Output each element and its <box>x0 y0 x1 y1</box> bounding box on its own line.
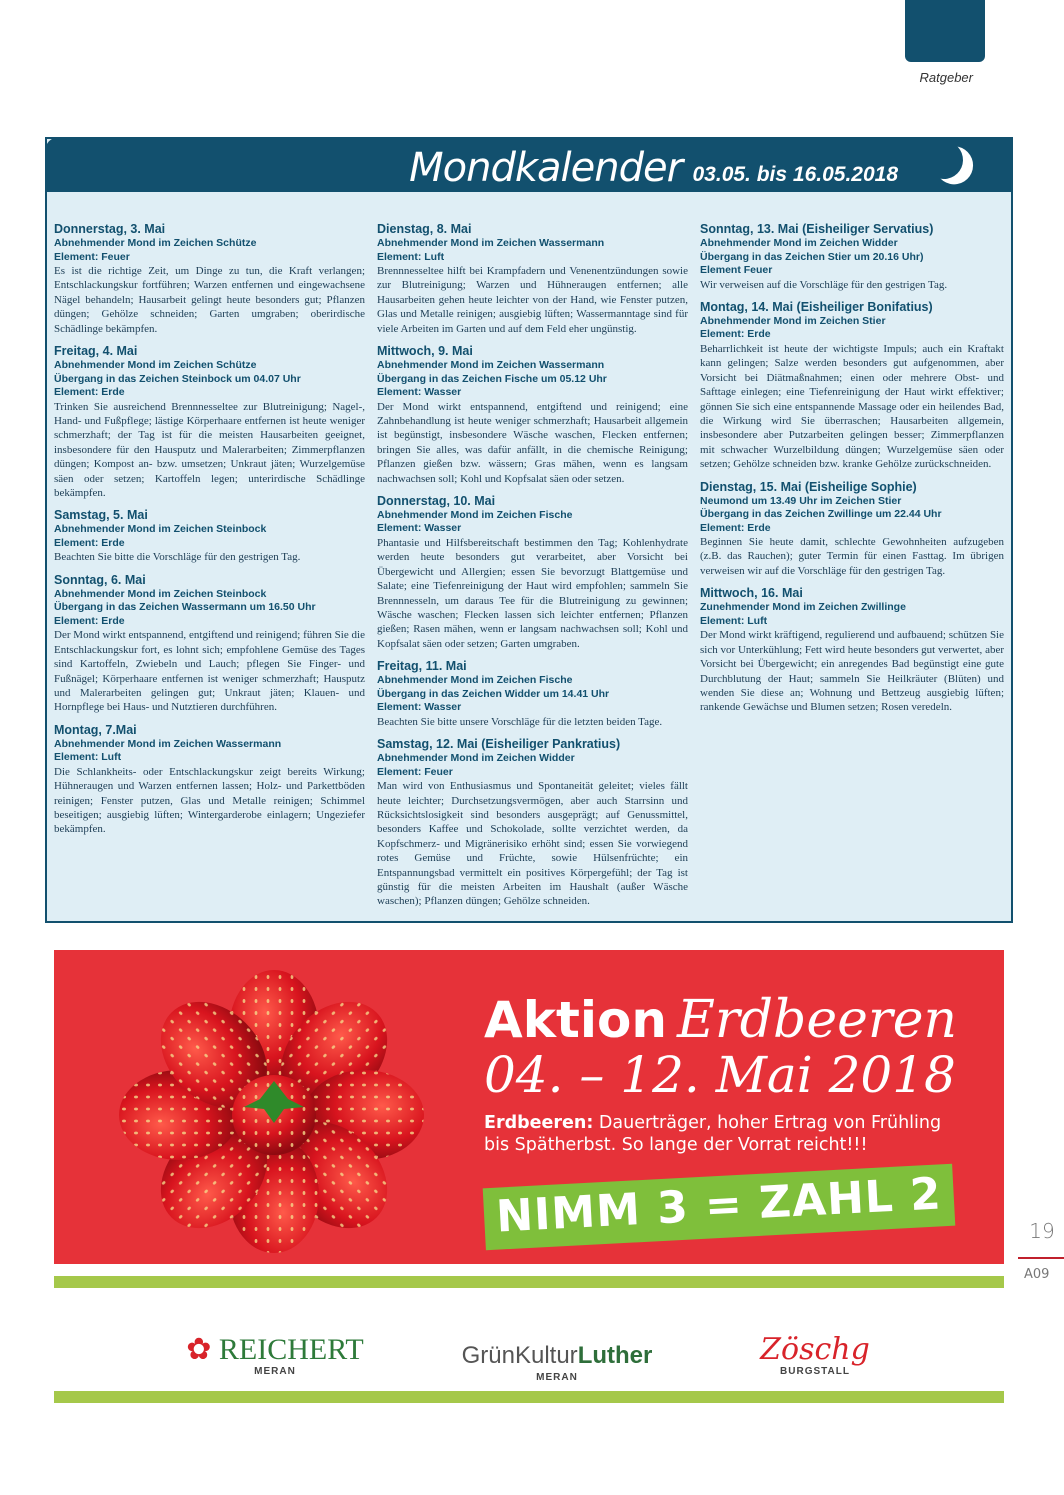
entry-info: Element: Erde <box>700 328 771 341</box>
entry-text: Der Mond wirkt entspannend, entgiftend und reinigend; führen Sie die Entschlackungskur fort, es lohnt sich; empfohlene Gemüse des Tages sind Kartoffeln, Zwiebeln und Lauch; pflegen Sie Finger- und Fußnägel; Körperhaare entfernen ist weniger schmerzhaft; Hausputz und Malerarbeiten gelingen gut; Unkraut jäten; Klauen- und Hornpflege bei Haus- und Nutztieren durchführen. <box>54 629 365 714</box>
entry-info: Abnehmender Mond im Zeichen Wassermann <box>377 359 605 372</box>
calendar-entry <box>377 222 688 336</box>
ad-title-word: Aktion <box>484 991 667 1049</box>
ad-title <box>484 990 957 1050</box>
calendar-date-range: 03.05. bis 16.05.2018 <box>692 163 898 186</box>
logo-luther-city: MERAN <box>536 1372 578 1383</box>
logo-luther-light: GrünKultur <box>461 1342 578 1369</box>
entry-text: Brennnesseltee hilft bei Krampfadern und Venenentzündungen sowie zur Blutreinigung; Warzen und Hühneraugen entfernen; alle Hausarbeiten gehen heute leichter von der Hand, wie Fenster putzen, Glas und Metalle reinigen; ausgiebig lüften; Wassermanntage sind für viele Arbeiten im Garten und auf dem Feld eher ungünstig. <box>377 265 688 335</box>
entry-info: Übergang in das Zeichen Wassermann um 16.50 Uhr <box>54 601 316 614</box>
entry-text: Beharrlichkeit ist heute der wichtigste Impuls; auch ein Kraftakt kann gelingen; Salze werden besonders gut aufgenommen, aber Vorsicht bei Diätmaßnahmen; einen oder mehrere Obst- und Safttage einlegen; eine Tiefenreinigung der Haut wirkt effektiver; gönnen Sie sich eine entspannende Massage oder ein heilendes Bad, die Wirkung wird Sie überraschen; Hausarbeiten allgemein, insbesondere aber Putzarbeiten gelingen besser; Zimmerpflanzen mit schwacher Wurzelbildung düngen; Wurzelgemüse säen oder setzen; Gehölze schneiden bzw. kranke Gehölze zurückschneiden. <box>700 342 1004 471</box>
logo-reichert-text: REICHERT <box>218 1333 364 1366</box>
entry-info: Übergang in das Zeichen Zwillinge um 22.44 Uhr <box>700 508 942 521</box>
calendar-entry <box>54 344 365 500</box>
calendar-entry <box>377 659 688 729</box>
entry-text: Die Schlankheits- oder Entschlackungskur zeigt bereits Wirkung; Hühneraugen und Warzen entfernen lassen; Holz- und Parkettböden reinigen; Fenster putzen, Glas und Metalle reinigen; Schimmel beseitigen; ausgiebig lüften; Wintergarderobe einlagern; Ungeziefer bekämpfen. <box>54 765 365 836</box>
logo-reichert-name <box>170 1334 380 1366</box>
entry-info: Übergang in das Zeichen Fische um 05.12 Uhr <box>377 372 607 385</box>
logo-luther-bold: Luther <box>577 1342 653 1369</box>
entry-day: Dienstag, 15. Mai (Eisheilige Sophie) <box>700 479 917 494</box>
calendar-columns <box>54 222 1004 917</box>
entry-info: Element: Luft <box>377 250 445 263</box>
strawberry-ad <box>54 950 1004 1264</box>
entry-info: Element: Wasser <box>377 701 462 714</box>
entry-info: Element Feuer <box>700 264 773 276</box>
entry-day: Donnerstag, 10. Mai <box>377 493 496 508</box>
entry-text: Man wird von Enthusiasmus und Spontaneität geleitet; vieles fällt heute leichter; Durchsetzungsvermögen, aber auch Starrsinn und Rücksichtslosigkeit sind besonders ausgeprägt; auf Genussmittel, besonders Kaffee und Schokolade, sollte verzichtet werden, da Kopfschmerz- und Migränerisiko erhöht sind; essen Sie vorwiegend rotes Gemüse und Früchte, sowie Hülsenfrüchte; ein Entspannungsbad vermittelt ein positives Körpergefühl; der Tag ist günstig für die meisten Arbeiten im Haushalt (außer Wäsche waschen); Pflanzen düngen; Gehölze schneiden. <box>377 780 688 908</box>
entry-info: Element: Luft <box>700 614 768 627</box>
calendar-entry <box>377 494 688 651</box>
ad-description <box>484 1112 954 1156</box>
entry-text: Beachten Sie bitte unsere Vorschläge für die letzten beiden Tage. <box>377 715 663 728</box>
logo-reichert <box>170 1334 380 1377</box>
calendar-header <box>45 137 1013 192</box>
calendar-entry <box>700 222 1004 292</box>
entry-info: Element: Erde <box>54 614 125 627</box>
entry-info: Abnehmender Mond im Zeichen Wassermann <box>377 237 605 249</box>
entry-text: Es ist die richtige Zeit, um Dinge zu tun, die Kraft verlangen; Entschlackungskur fortführen; Warzen entfernen und eingewachsene Nägel behandeln; Hausarbeit gelingt heute besonders gut; Pflanzen düngen; Gehölze schneiden; Garten umgraben; oberirdische Schädlinge bekämpfen. <box>54 265 365 335</box>
entry-text: Trinken Sie ausreichend Brennnesseltee zur Blutreinigung; Nagel-, Hand- und Fußpflege; lästige Körperhaare entfernen ist heute weniger schmerzhaft; der Tag ist für die meisten Hausarbeiten geeignet, insbesondere für den Hausputz und Malerarbeiten; Zimmerpflanzen düngen; Kompost an- bzw. umsetzen; Unkraut jäten; Wurzelgemüse säen oder setzen; Kartoffeln legen; unterirdische Schädlinge bekämpfen. <box>54 400 365 499</box>
ad-title-script: Erdbeeren <box>676 990 957 1050</box>
entry-day: Donnerstag, 3. Mai <box>54 222 166 236</box>
entry-text: Der Mond wirkt entspannend, entgiftend und reinigend; eine Zahnbehandlung ist heute weniger schmerzhaft; Hausarbeit allgemein ist begünstigt, insbesondere Wäsche waschen, Flecken entfernen; bringen Sie alles, was dafür anfällt, in die chemische Reinigung; Pflanzen gießen bzw. wässern; Gras mähen, wenn es langsam nachwachsen soll; Kohl und Kopfsalat säen oder setzen. <box>377 400 688 485</box>
entry-info: Abnehmender Mond im Zeichen Stier <box>700 314 886 327</box>
bottom-green-bar <box>54 1391 1004 1403</box>
moon-calendar-box <box>45 137 1013 923</box>
ad-description-text: Dauerträger, hoher Ertrag von Frühling bis Spätherbst. So lange der Vorrat reicht!!! <box>484 1113 942 1155</box>
logo-zoeschg <box>730 1334 900 1377</box>
entry-info: Abnehmender Mond im Zeichen Fische <box>377 674 573 687</box>
strawberries-image <box>79 965 469 1255</box>
calendar-entry <box>700 480 1004 579</box>
flower-icon: ✿ <box>186 1333 212 1366</box>
entry-info: Element: Luft <box>54 751 122 764</box>
entry-day: Montag, 14. Mai (Eisheiliger Bonifatius) <box>700 299 933 314</box>
deal-text: NIMM 3 = ZAHL 2 <box>494 1168 943 1243</box>
calendar-entry <box>700 586 1004 714</box>
entry-day: Mittwoch, 9. Mai <box>377 344 473 359</box>
crescent-moon-icon <box>922 138 966 182</box>
calendar-column-1 <box>54 222 377 917</box>
entry-day: Sonntag, 6. Mai <box>54 572 146 587</box>
entry-day: Mittwoch, 16. Mai <box>700 586 803 601</box>
entry-info: Abnehmender Mond im Zeichen Widder <box>700 237 898 249</box>
ad-description-bold: Erdbeeren: <box>484 1113 594 1133</box>
entry-day: Montag, 7.Mai <box>54 722 137 737</box>
calendar-entry <box>377 344 688 486</box>
calendar-entry <box>54 508 365 564</box>
calendar-entry <box>700 300 1004 472</box>
calendar-entry <box>54 222 365 336</box>
entry-info: Abnehmender Mond im Zeichen Steinbock <box>54 523 267 536</box>
entry-info: Element: Wasser <box>377 386 462 399</box>
logo-reichert-city: MERAN <box>254 1366 296 1377</box>
entry-info: Übergang in das Zeichen Widder um 14.41 Uhr <box>377 687 610 700</box>
section-tab-marker <box>905 0 985 62</box>
logo-zoeschg-name: Zöschg <box>760 1332 870 1367</box>
page-number: 19 <box>1029 1219 1055 1243</box>
calendar-title <box>409 145 898 191</box>
calendar-title-main: Mondkalender <box>409 145 683 191</box>
entry-day: Samstag, 12. Mai (Eisheiliger Pankratius) <box>377 737 621 752</box>
logo-zoeschg-city: BURGSTALL <box>780 1366 850 1377</box>
entry-info: Abnehmender Mond im Zeichen Schütze <box>54 359 257 372</box>
entry-text: Wir verweisen auf die Vorschläge für den gestrigen Tag. <box>700 278 948 291</box>
entry-info: Übergang in das Zeichen Steinbock um 04.07 Uhr <box>54 372 301 385</box>
entry-info: Element: Feuer <box>377 765 453 778</box>
entry-day: Dienstag, 8. Mai <box>377 222 472 236</box>
calendar-column-3 <box>700 222 1004 917</box>
entry-info: Abnehmender Mond im Zeichen Steinbock <box>54 587 267 600</box>
deal-banner <box>483 1164 956 1251</box>
entry-info: Neumond um 13.49 Uhr im Zeichen Stier <box>700 494 902 507</box>
entry-info: Element: Erde <box>54 536 125 549</box>
entry-info: Element: Wasser <box>377 522 462 535</box>
calendar-entry <box>377 737 688 909</box>
entry-text: Phantasie und Hilfsbereitschaft bestimmen den Tag; Kohlenhydrate werden heute besonders gut verarbeitet, aber Vorsicht bei Übergewicht und Allergien; essen Sie bevorzugt Blattgemüse und Salate; eine Tiefenreinigung der Haut wird empfohlen; sammeln Sie Brennnesseln, um daraus Tee für die Blutreinigung zu gewinnen; Wäsche waschen; Flecken lassen sich leichter entfernen; Pflanzen gießen; Rasen mähen, wenn er langsam nachwachsen soll; Kohl und Kopfsalat säen oder setzen; Garten umgraben. <box>377 536 688 650</box>
entry-text: Beachten Sie bitte die Vorschläge für den gestrigen Tag. <box>54 551 301 564</box>
entry-info: Abnehmender Mond im Zeichen Wassermann <box>54 737 282 750</box>
entry-day: Sonntag, 13. Mai (Eisheiliger Servatius) <box>700 222 934 236</box>
section-label: Ratgeber <box>919 70 973 85</box>
calendar-column-2 <box>377 222 700 917</box>
calendar-entry <box>54 573 365 715</box>
entry-info: Abnehmender Mond im Zeichen Fische <box>377 508 573 521</box>
entry-info: Abnehmender Mond im Zeichen Schütze <box>54 237 257 249</box>
ad-date: 04. – 12. Mai 2018 <box>484 1046 956 1104</box>
entry-day: Freitag, 4. Mai <box>54 344 138 359</box>
entry-info: Abnehmender Mond im Zeichen Widder <box>377 752 575 765</box>
entry-text: Der Mond wirkt kräftigend, regulierend und aufbauend; schützen Sie sich vor Unterkühlung; Fett wird heute besonders gut verwertet, aber Vorsicht bei Übergewicht; ein anregendes Bad begünstigt eine gute Durchblutung der Haut; sammeln Sie Heilkräuter (Blüten) und wenden Sie diese an; Wohnung und Bettzeug ausgiebig lüften; rankende Gewächse und Blumen setzen; Rosen veredeln. <box>700 629 1004 714</box>
calendar-entry <box>54 723 365 837</box>
logo-luther-name <box>452 1340 662 1372</box>
page-number-rule <box>1018 1257 1064 1259</box>
entry-day: Freitag, 11. Mai <box>377 659 467 674</box>
logo-gruenkultur-luther <box>452 1340 662 1383</box>
entry-info: Zunehmender Mond im Zeichen Zwillinge <box>700 601 906 614</box>
entry-info: Element: Feuer <box>54 250 130 263</box>
entry-info: Übergang in das Zeichen Stier um 20.16 Uhr) <box>700 250 924 263</box>
top-green-bar <box>54 1276 1004 1288</box>
page-code: A09 <box>1024 1267 1050 1282</box>
entry-info: Element: Erde <box>54 386 125 399</box>
entry-info: Element: Erde <box>700 521 771 534</box>
entry-text: Beginnen Sie heute damit, schlechte Gewohnheiten aufzugeben (z.B. das Rauchen); guter Termin für einen Fasttag. Im übrigen verweisen wir auf die Vorschläge für den gestrigen Tag. <box>700 536 1004 577</box>
entry-day: Samstag, 5. Mai <box>54 508 148 523</box>
